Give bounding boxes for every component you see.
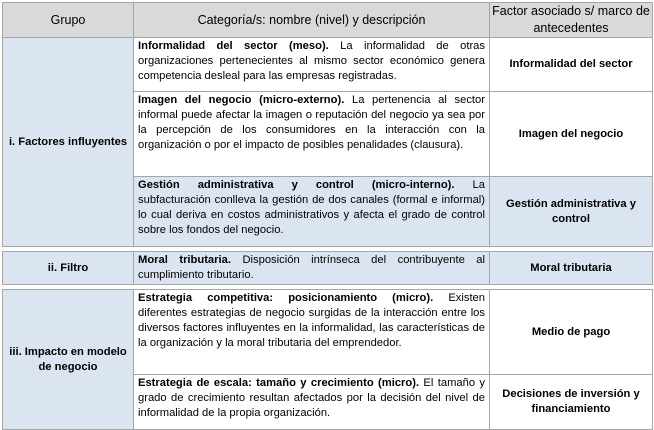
categories-table [2, 2, 653, 430]
header-categoria: Categoría/s: nombre (nivel) y descripción [134, 3, 490, 38]
category-text: Disposición intrínseca del contribuyente al cumplimiento tributario. [138, 254, 485, 281]
category-title: Moral tributaria. [138, 254, 231, 266]
group-cell-impacto-modelo-negocio: iii. Impacto en modelo de negocio [3, 290, 134, 430]
factor-cell: Medio de pago [490, 290, 653, 375]
table-header-row [3, 3, 653, 38]
table-row [3, 252, 653, 285]
category-title: Estrategia de escala: tamaño y crecimiento (micro). [138, 377, 420, 389]
category-description [134, 375, 490, 430]
category-description [134, 290, 490, 375]
category-text: La pertenencia al sector informal puede afectar la imagen o reputación del negocio ya sea por la percepción de los consumidores en la interacción con la organización o por el impacto de posibles penalidades (clausura). [138, 94, 485, 151]
category-description [134, 92, 490, 177]
category-text: El tamaño y grado de crecimiento resultan afectados por la decisión del nivel de informalidad de la propia organización. [138, 377, 486, 419]
header-grupo: Grupo [3, 3, 134, 38]
category-text: La informalidad de otras organizaciones pertenecientes al mismo sector económico genera competencia desleal para las empresas registradas. [138, 40, 486, 82]
group-cell-factores-influyentes: i. Factores influyentes [3, 38, 134, 247]
category-text: La subfacturación conlleva la gestión de dos canales (formal e informal) lo cual deriva en costos administrativos y afecta el grado de control sobre los fondos del negocio. [138, 179, 485, 236]
table-row [3, 290, 653, 375]
category-title: Gestión administrativa y control (micro-interno). [138, 179, 455, 191]
category-description [134, 252, 490, 285]
category-text: Existen diferentes estrategias de negocio surgidas de la interacción entre los diversos factores influyentes en la informalidad, las características de la organización y la moral tributaria del emprendedor. [138, 292, 486, 349]
factor-cell: Decisiones de inversión y financiamiento [490, 375, 653, 430]
factor-cell: Gestión administrativa y control [490, 177, 653, 247]
category-title: Imagen del negocio (micro-externo). [138, 94, 345, 106]
category-description [134, 177, 490, 247]
category-description [134, 38, 490, 92]
category-title: Estrategia competitiva: posicionamiento (micro). [138, 292, 434, 304]
category-title: Informalidad del sector (meso). [138, 40, 329, 52]
group-cell-filtro: ii. Filtro [3, 252, 134, 285]
factor-cell: Imagen del negocio [490, 92, 653, 177]
header-factor: Factor asociado s/ marco de antecedentes [490, 3, 653, 38]
factor-cell: Informalidad del sector [490, 38, 653, 92]
table-row [3, 38, 653, 92]
factor-cell: Moral tributaria [490, 252, 653, 285]
